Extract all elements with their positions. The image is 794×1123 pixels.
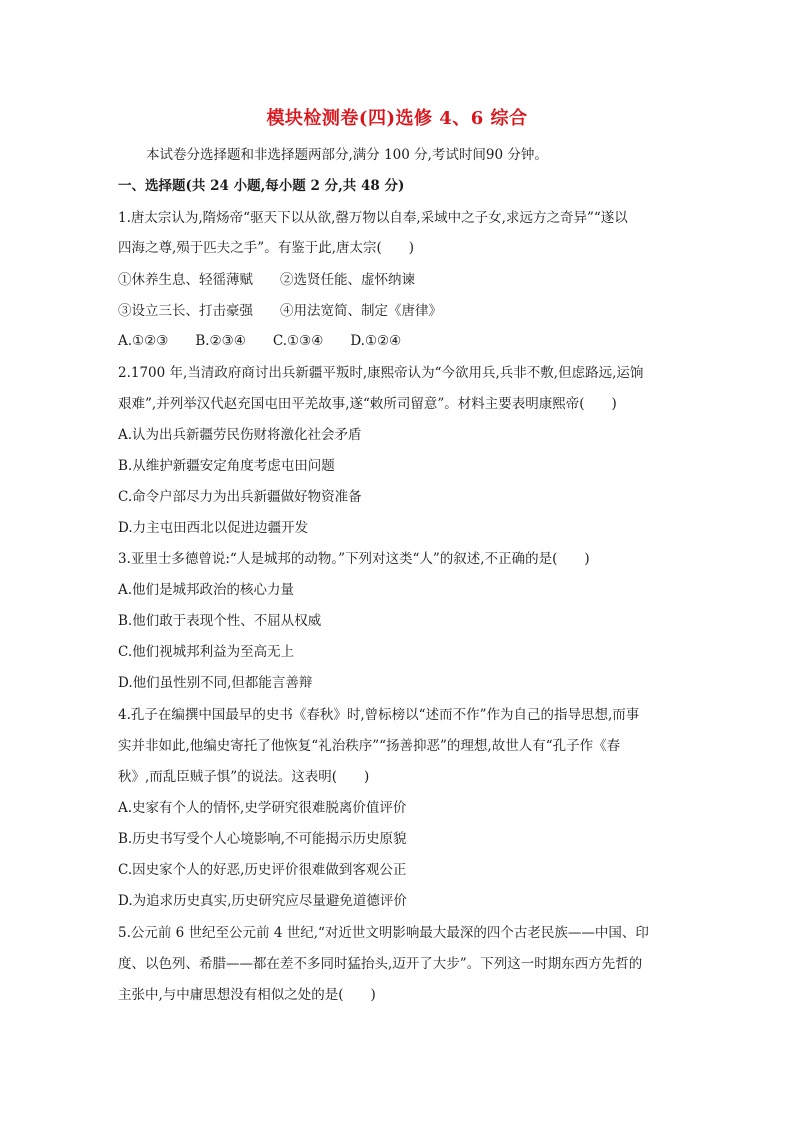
q3-option-a: A.他们是城邦政治的核心力量 [118, 582, 295, 598]
q1-item-row1: ①休养生息、轻徭薄赋 ②选贤任能、虚怀纳谏 [118, 272, 415, 288]
q1-stem-line1: 1.唐太宗认为,隋炀帝“驱天下以从欲,罄万物以自奉,采域中之子女,求远方之奇异”“遂以 [118, 210, 628, 226]
q5-stem-line3: 主张中,与中庸思想没有相似之处的是( ) [118, 987, 376, 1003]
q4-option-b: B.历史书写受个人心境影响,不可能揭示历史原貌 [118, 831, 407, 847]
q3-stem-line1: 3.亚里士多德曾说:“人是城邦的动物。”下列对这类“人”的叙述,不正确的是( ) [118, 551, 590, 567]
q3-option-d: D.他们虽性别不同,但都能言善辩 [118, 675, 313, 691]
q3-option-c: C.他们视城邦利益为至高无上 [118, 644, 295, 660]
q2-stem-line1: 2.1700 年,当清政府商讨出兵新疆平叛时,康熙帝认为“今欲用兵,兵非不敷,但虑路远,运饷 [118, 365, 644, 381]
q4-option-a: A.史家有个人的情怀,史学研究很难脱离价值评价 [118, 800, 407, 816]
exam-title: 模块检测卷(四)选修 4、6 综合 [266, 108, 528, 129]
q2-option-a: A.认为出兵新疆劳民伤财将激化社会矛盾 [118, 427, 362, 443]
q1-options: A.①②③ B.②③④ C.①③④ D.①②④ [118, 333, 402, 349]
q4-stem-line1: 4.孔子在编撰中国最早的史书《春秋》时,曾标榜以“述而不作”作为自己的指导思想,而事 [118, 707, 640, 723]
section-heading-choice: 一、选择题(共 24 小题,每小题 2 分,共 48 分) [118, 178, 405, 194]
q1-item-row2: ③设立三长、打击豪强 ④用法宽简、制定《唐律》 [118, 303, 442, 319]
q2-option-b: B.从维护新疆安定角度考虑屯田问题 [118, 458, 335, 474]
q3-option-b: B.他们敢于表现个性、不屈从权威 [118, 613, 322, 629]
q5-stem-line1: 5.公元前 6 世纪至公元前 4 世纪,“对近世文明影响最大最深的四个古老民族——中国、印 [118, 925, 649, 941]
q2-stem-line2: 艰难”,并列举汉代赵充国屯田平羌故事,遂“敕所司留意”。材料主要表明康熙帝( ) [118, 396, 617, 412]
q4-stem-line3: 秋》,而乱臣贼子惧”的说法。这表明( ) [118, 769, 370, 785]
q4-option-c: C.因史家个人的好恶,历史评价很难做到客观公正 [118, 862, 407, 878]
q2-option-c: C.命令户部尽力为出兵新疆做好物资准备 [118, 489, 362, 505]
q5-stem-line2: 度、以色列、希腊——都在差不多同时猛抬头,迈开了大步”。下列这一时期东西方先哲的 [118, 956, 643, 972]
q4-option-d: D.为追求历史真实,历史研究应尽量避免道德评价 [118, 893, 407, 909]
q2-option-d: D.力主屯田西北以促进边疆开发 [118, 520, 309, 536]
q4-stem-line2: 实并非如此,他编史寄托了他恢复“礼治秩序”“扬善抑恶”的理想,故世人有“孔子作《春 [118, 738, 621, 754]
q1-stem-line2: 四海之尊,殒于匹夫之手”。有鉴于此,唐太宗( ) [118, 240, 415, 256]
exam-intro: 本试卷分选择题和非选择题两部分,满分 100 分,考试时间90 分钟。 [146, 147, 548, 163]
